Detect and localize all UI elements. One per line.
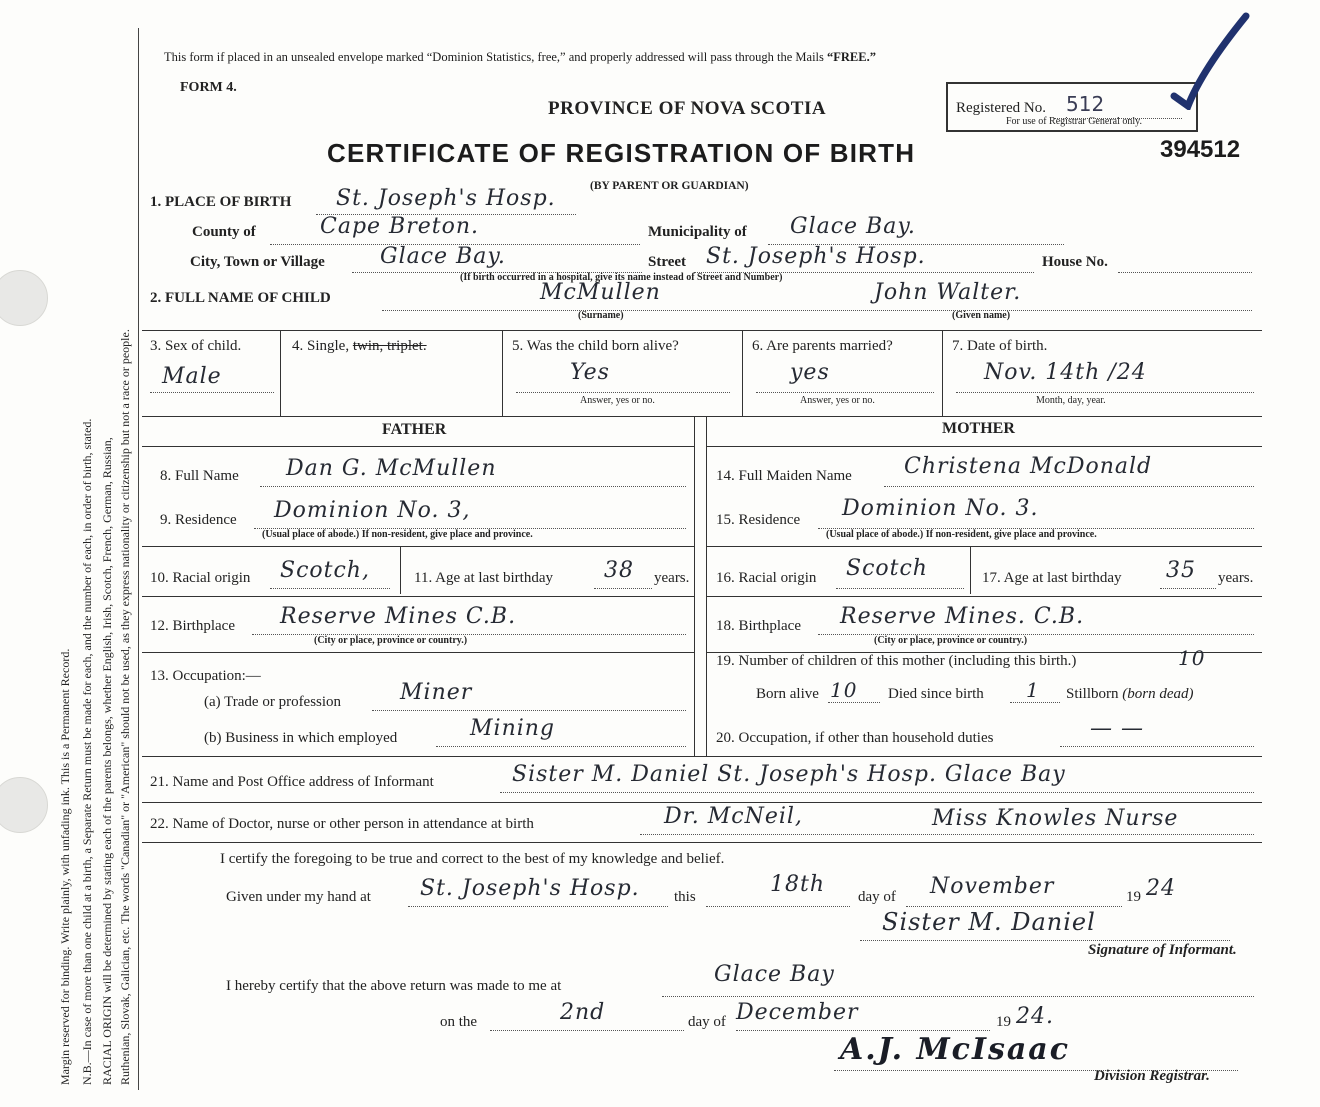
column-divider-right	[706, 416, 707, 756]
father-birthplace-label: 12. Birthplace	[150, 618, 235, 634]
given-name-caption: (Given name)	[952, 310, 1011, 321]
mother-racial-label: 16. Racial origin	[716, 570, 817, 586]
margin-note-2: N.B.—In case of more than one child at a birth, a Separate Return must be made for each, and the number of each, in order of birth, stated.	[80, 418, 94, 1085]
father-residence-label: 9. Residence	[160, 512, 237, 528]
cert-day-of-label: day of	[858, 889, 896, 905]
married-caption: Answer, yes or no.	[800, 395, 875, 406]
mother-birthplace-caption: (City or place, province or country.)	[874, 635, 1028, 646]
registrar-day-value: 2nd	[560, 1000, 606, 1025]
father-heading: FATHER	[382, 421, 447, 438]
registrar-month-value: December	[736, 1000, 859, 1025]
father-age-value: 38	[604, 558, 634, 583]
registered-value: 512	[1066, 92, 1105, 116]
mother-died-label: Died since birth	[888, 686, 984, 702]
single-label	[292, 338, 427, 355]
certificate-subtitle: (BY PARENT OR GUARDIAN)	[590, 180, 749, 192]
municipality-value: Glace Bay.	[790, 214, 916, 239]
mother-name-label: 14. Full Maiden Name	[716, 468, 852, 484]
informant-label: 21. Name and Post Office address of Informant	[150, 774, 434, 790]
place-of-birth-label: 1. PLACE OF BIRTH	[150, 194, 292, 210]
binding-margin-line	[138, 28, 139, 1090]
punch-hole-top	[0, 270, 48, 326]
place-of-birth-value: St. Joseph's Hosp.	[336, 186, 556, 211]
mother-age-value: 35	[1166, 558, 1196, 583]
registrar-year-value: 24.	[1016, 1004, 1054, 1029]
sex-value: Male	[162, 364, 222, 389]
father-birthplace-caption: (City or place, province or country.)	[314, 635, 468, 646]
registered-box	[946, 82, 1198, 132]
father-name-label: 8. Full Name	[160, 468, 239, 484]
father-business-label: (b) Business in which employed	[204, 730, 398, 746]
mother-residence-value: Dominion No. 3.	[842, 496, 1039, 521]
mother-racial-value: Scotch	[846, 556, 928, 581]
mother-children-label: 19. Number of children of this mother (including this birth.)	[716, 653, 1077, 669]
mother-stillborn-label	[1066, 686, 1194, 703]
father-age-label: 11. Age at last birthday	[414, 570, 553, 586]
punch-hole-bottom	[0, 777, 48, 833]
municipality-label: Municipality of	[648, 224, 747, 240]
mother-children-value: 10	[1178, 646, 1206, 670]
mother-occupation-value: — —	[1090, 716, 1144, 741]
date-of-birth-caption: Month, day, year.	[1036, 395, 1106, 406]
hospital-note: (If birth occurred in a hospital, give its name instead of Street and Number)	[460, 272, 783, 283]
registrar-on-the-label: on the	[440, 1014, 478, 1030]
born-alive-value: Yes	[570, 360, 610, 385]
mother-residence-caption: (Usual place of abode.) If non-resident, give place and province.	[826, 529, 1097, 540]
certify-statement: I certify the foregoing to be true and correct to the best of my knowledge and belief.	[220, 851, 725, 867]
mother-name-value: Christena McDonald	[904, 454, 1153, 479]
registrar-signature-caption: Division Registrar.	[1094, 1068, 1210, 1084]
serial-number: 394512	[1160, 136, 1241, 163]
city-value: Glace Bay.	[380, 244, 506, 269]
nurse-value: Miss Knowles Nurse	[932, 806, 1179, 831]
married-label: 6. Are parents married?	[752, 338, 893, 354]
father-racial-value: Scotch,	[280, 558, 370, 583]
certificate-title: CERTIFICATE OF REGISTRATION OF BIRTH	[327, 138, 916, 168]
cert-month-value: November	[930, 874, 1055, 899]
mother-age-label: 17. Age at last birthday	[982, 570, 1122, 586]
mail-notice	[164, 50, 876, 65]
father-trade-value: Miner	[400, 680, 473, 705]
stillborn-note: (born dead)	[1122, 686, 1194, 702]
registrar-note: For use of Registrar General only.	[1006, 116, 1142, 127]
informant-value: Sister M. Daniel St. Joseph's Hosp. Glace Bay	[512, 762, 1066, 787]
province-heading: PROVINCE OF NOVA SCOTIA	[548, 98, 827, 119]
single-text: 4. Single,	[292, 338, 350, 354]
mother-born-alive-value: 10	[830, 678, 858, 702]
father-trade-label: (a) Trade or profession	[204, 694, 342, 710]
mother-born-alive-label: Born alive	[756, 686, 819, 702]
date-of-birth-label: 7. Date of birth.	[952, 338, 1048, 354]
rule-top	[142, 330, 1262, 331]
registrar-statement: I hereby certify that the above return was made to me at	[226, 978, 562, 994]
doctor-value: Dr. McNeil,	[664, 804, 803, 829]
father-name-value: Dan G. McMullen	[286, 456, 497, 481]
born-alive-label: 5. Was the child born alive?	[512, 338, 679, 354]
mother-residence-label: 15. Residence	[716, 512, 801, 528]
mother-died-value: 1	[1026, 678, 1040, 702]
mother-occupation-label: 20. Occupation, if other than household duties	[716, 730, 994, 746]
registrar-signature: A.J. McIsaac	[840, 1032, 1071, 1067]
column-divider-left	[694, 416, 695, 756]
mother-birthplace-value: Reserve Mines. C.B.	[840, 604, 1085, 629]
informant-signature: Sister M. Daniel	[882, 908, 1096, 936]
doctor-label: 22. Name of Doctor, nurse or other person in attendance at birth	[150, 816, 534, 832]
margin-note-3: RACIAL ORIGIN will be determined by stating each of the parents belongs, whether English, Irish, Scotch, French, German, Russian,	[100, 437, 114, 1085]
mother-birthplace-label: 18. Birthplace	[716, 618, 801, 634]
father-racial-label: 10. Racial origin	[150, 570, 251, 586]
mail-notice-free: “FREE.”	[827, 50, 876, 64]
father-occupation-label: 13. Occupation:—	[150, 668, 261, 684]
cert-day-value: 18th	[770, 872, 826, 897]
born-alive-caption: Answer, yes or no.	[580, 395, 655, 406]
twin-triplet-text: twin, triplet.	[352, 338, 427, 354]
father-residence-caption: (Usual place of abode.) If non-resident, give place and province.	[262, 529, 533, 540]
child-surname: McMullen	[540, 280, 661, 305]
informant-signature-caption: Signature of Informant.	[1088, 942, 1237, 958]
given-label: Given under my hand at	[226, 889, 371, 905]
mother-age-unit: years.	[1218, 570, 1254, 586]
date-of-birth-value: Nov. 14th /24	[984, 360, 1147, 385]
child-given-name: John Walter.	[874, 280, 1022, 305]
house-label: House No.	[1042, 254, 1108, 270]
registered-label: Registered No.	[956, 100, 1046, 116]
father-birthplace-value: Reserve Mines C.B.	[280, 604, 517, 629]
registrar-day-of-label: day of	[688, 1014, 726, 1030]
county-label: County of	[192, 224, 256, 240]
father-business-value: Mining	[470, 716, 556, 741]
cert-year-prefix: 19	[1126, 889, 1141, 905]
sex-label: 3. Sex of child.	[150, 338, 242, 354]
registrar-year-prefix: 19	[996, 1014, 1011, 1030]
street-value: St. Joseph's Hosp.	[706, 244, 926, 269]
checkmark-icon	[1170, 10, 1250, 110]
city-label: City, Town or Village	[190, 254, 325, 270]
stillborn-text: Stillborn	[1066, 686, 1119, 702]
married-value: yes	[790, 360, 830, 385]
county-value: Cape Breton.	[320, 214, 479, 239]
given-place-value: St. Joseph's Hosp.	[420, 876, 640, 901]
this-label: this	[674, 889, 696, 905]
child-name-label: 2. FULL NAME OF CHILD	[150, 290, 331, 306]
surname-caption: (Surname)	[578, 310, 624, 321]
street-label: Street	[648, 254, 687, 270]
mail-notice-text: This form if placed in an unsealed envelope marked “Dominion Statistics, free,” and properly addressed will pass through the Mails	[164, 50, 824, 64]
mother-heading: MOTHER	[942, 420, 1015, 437]
margin-note-4: Ruthenian, Slovak, Galician, etc. The words "Canadian" or "American" should not be used, as they express nationality or citizenship but not a race or people.	[118, 329, 132, 1085]
form-number: FORM 4.	[180, 80, 237, 95]
father-residence-value: Dominion No. 3,	[274, 498, 471, 523]
father-age-unit: years.	[654, 570, 690, 586]
cert-year-value: 24	[1146, 876, 1176, 901]
registrar-place-value: Glace Bay	[714, 962, 835, 987]
margin-note-1: Margin reserved for binding. Write plainly, with unfading ink. This is a Permanent Record.	[58, 648, 72, 1085]
